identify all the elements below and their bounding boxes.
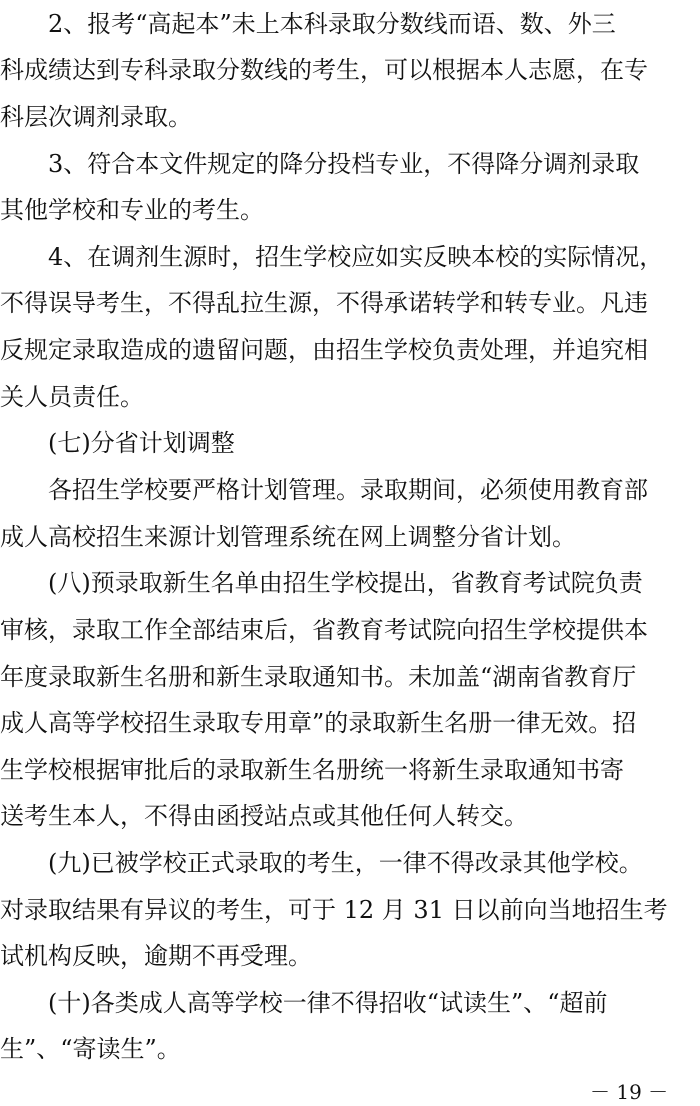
text-line: (十)各类成人高等学校一律不得招收“试读生”、“超前: [0, 989, 608, 1017]
text-line: 成人高等学校招生录取专用章”的录取新生名册一律无效。招: [0, 709, 637, 737]
text-line: 生学校根据审批后的录取新生名册统一将新生录取通知书寄: [0, 756, 624, 784]
text-line: 生”、“寄读生”。: [0, 1035, 181, 1063]
text-line: 科层次调剂录取。: [0, 103, 192, 131]
text-line: 4、在调剂生源时，招生学校应如实反映本校的实际情况，: [0, 243, 664, 271]
text-line: 成人高校招生来源计划管理系统在网上调整分省计划。: [0, 523, 576, 551]
text-line: 3、符合本文件规定的降分投档专业，不得降分调剂录取: [0, 150, 640, 178]
text-line: 年度录取新生名册和新生录取通知书。未加盖“湖南省教育厅: [0, 663, 637, 691]
text-line: 审核，录取工作全部结束后，省教育考试院向招生学校提供本: [0, 616, 648, 644]
text-line: 关人员责任。: [0, 383, 144, 411]
text-line: 其他学校和专业的考生。: [0, 196, 264, 224]
page-number: － 19 －: [590, 1080, 669, 1104]
text-line: 科成绩达到专科录取分数线的考生，可以根据本人志愿，在专: [0, 56, 648, 84]
text-line: 各招生学校要严格计划管理。录取期间，必须使用教育部: [0, 476, 648, 504]
text-line: 送考生本人，不得由函授站点或其他任何人转交。: [0, 802, 528, 830]
text-line: 反规定录取造成的遗留问题，由招生学校负责处理，并追究相: [0, 336, 648, 364]
text-line: (九)已被学校正式录取的考生，一律不得改录其他学校。: [0, 849, 643, 877]
text-line: 试机构反映，逾期不再受理。: [0, 942, 312, 970]
text-line: 2、报考“高起本”未上本科录取分数线而语、数、外三: [0, 10, 616, 38]
text-line: 不得误导考生，不得乱拉生源，不得承诺转学和转专业。凡违: [0, 289, 648, 317]
text-line: (八)预录取新生名单由招生学校提出，省教育考试院负责: [0, 569, 643, 597]
section-heading: (七)分省计划调整: [0, 429, 235, 457]
text-line: 对录取结果有异议的考生，可于 12 月 31 日以前向当地招生考: [0, 896, 668, 924]
